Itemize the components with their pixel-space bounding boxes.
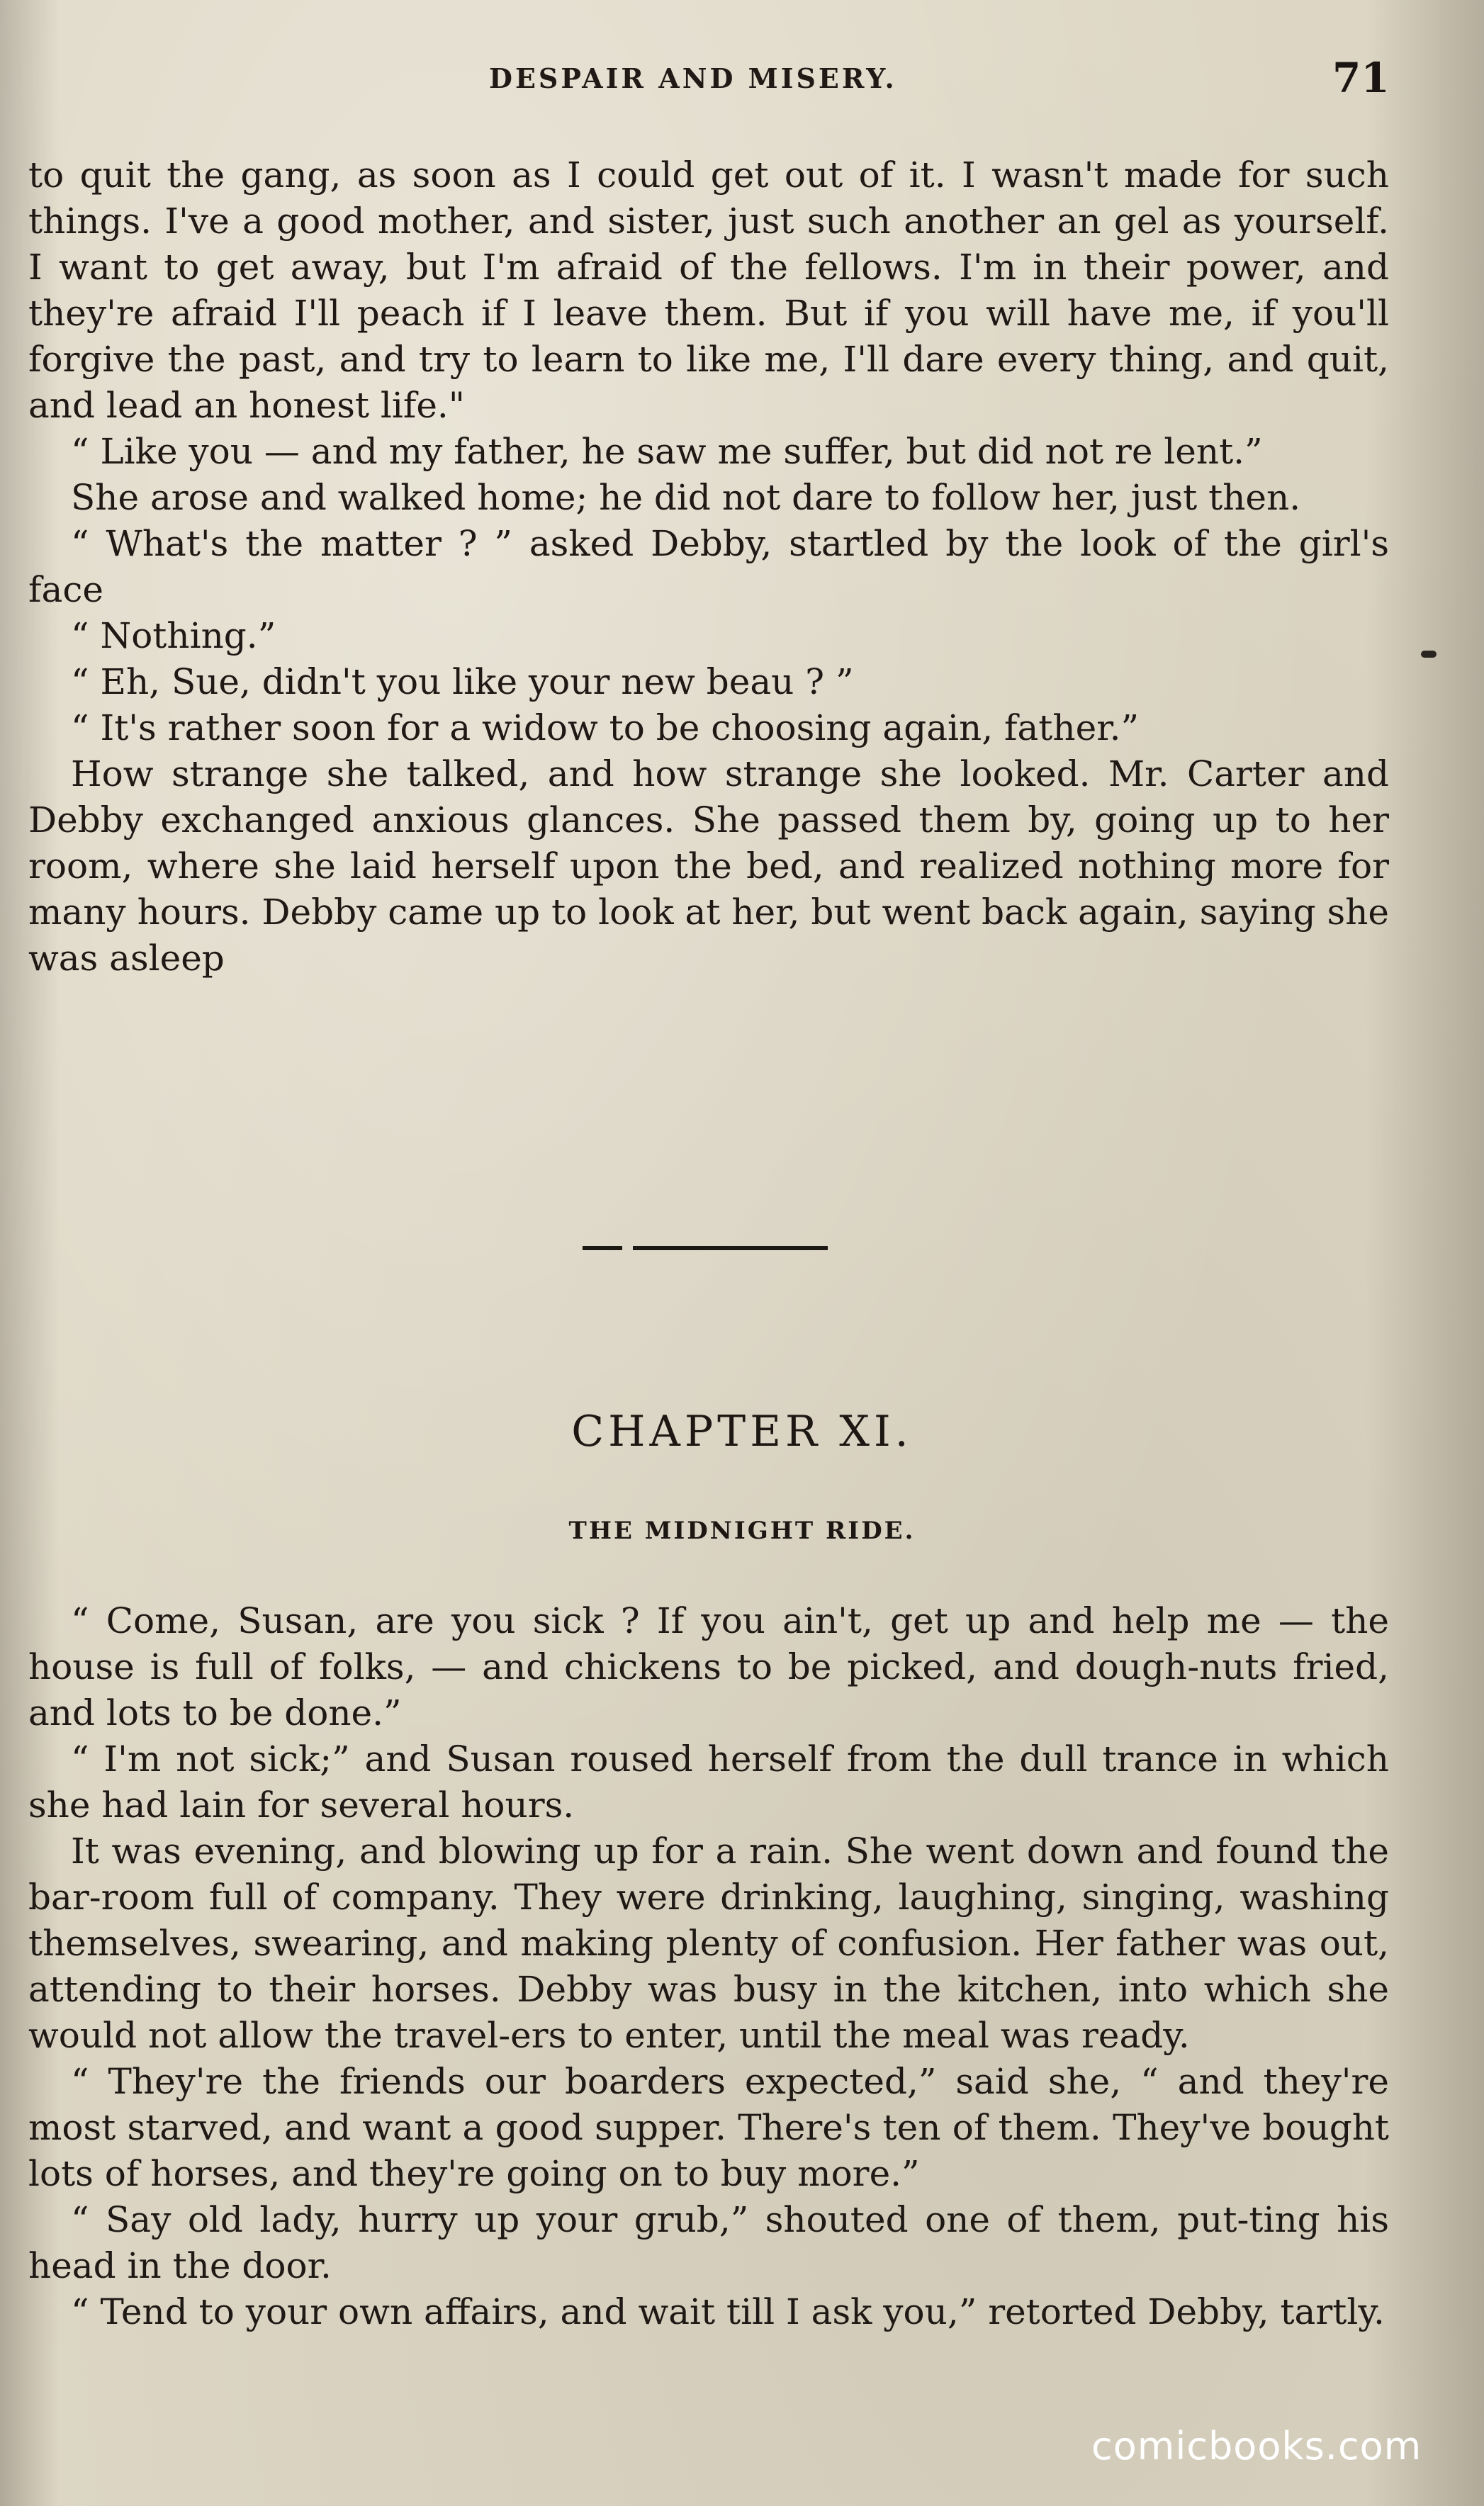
paragraph: She arose and walked home; he did not dare to follow her, just then. <box>71 477 1301 518</box>
margin-ink-mark <box>1421 651 1437 658</box>
section-divider-long <box>633 1246 828 1250</box>
body-text-bottom <box>28 1598 1389 2335</box>
paragraph: “ They're the friends our boarders expected,” said she, “ and they're most starved, and want a good supper. There's ten of them. They've bought lots of horses, and they're going on to buy more.” <box>28 2061 1389 2194</box>
paragraph: “ What's the matter ? ” asked Debby, startled by the look of the girl's face <box>28 523 1389 610</box>
paragraph: “ Tend to your own affairs, and wait till I ask you,” retorted Debby, tartly. <box>71 2291 1385 2332</box>
paragraph: “ Like you — and my father, he saw me suffer, but did not re lent.” <box>71 431 1263 472</box>
page-number: 71 <box>1332 54 1390 102</box>
paragraph: “ I'm not sick;” and Susan roused herself from the dull trance in which she had lain for several hours. <box>28 1738 1389 1826</box>
body-text-top <box>28 152 1389 982</box>
page-header <box>0 50 1484 106</box>
paragraph: “ Say old lady, hurry up your grub,” shouted one of them, put-ting his head in the door. <box>28 2199 1389 2286</box>
paragraph: How strange she talked, and how strange she looked. Mr. Carter and Debby exchanged anxious glances. She passed them by, going up to her room, where she laid herself upon the bed, and realized nothing more for many hours. Debby came up to look at her, but went back again, saying she was asleep <box>28 753 1389 979</box>
paragraph: It was evening, and blowing up for a rain. She went down and found the bar-room full of company. They were drinking, laughing, singing, washing themselves, swearing, and making plenty of confusion. Her father was out, attending to their horses. Debby was busy in the kitchen, into which she would not allow the travel-ers to enter, until the meal was ready. <box>28 1831 1389 2056</box>
paragraph: to quit the gang, as soon as I could get out of it. I wasn't made for such things. I've a good mother, and sister, just such another an gel as yourself. I want to get away, but I'm afraid of the fellows. I'm in their power, and they're afraid I'll peach if I leave them. But if you will have me, if you'll forgive the past, and try to learn to like me, I'll dare every thing, and quit, and lead an honest life." <box>28 154 1389 426</box>
paragraph: “ Come, Susan, are you sick ? If you ain't, get up and help me — the house is full of folks, — and chickens to be picked, and dough-nuts fried, and lots to be done.” <box>28 1600 1389 1734</box>
chapter-subtitle: THE MIDNIGHT RIDE. <box>568 1517 916 1545</box>
paragraph: “ Nothing.” <box>71 615 276 656</box>
paragraph: “ It's rather soon for a widow to be choosing again, father.” <box>71 707 1140 748</box>
section-divider-short <box>583 1246 622 1250</box>
watermark: comicbooks.com <box>1091 2424 1422 2468</box>
running-head: DESPAIR AND MISERY. <box>489 62 897 94</box>
chapter-title: CHAPTER XI. <box>571 1407 913 1456</box>
paragraph: “ Eh, Sue, didn't you like your new beau ? ” <box>71 661 854 702</box>
